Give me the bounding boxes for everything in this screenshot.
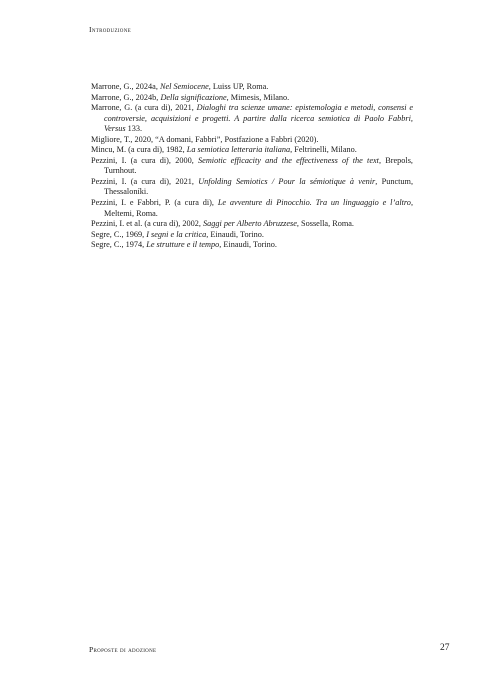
running-head: Introduzione [89, 25, 131, 34]
reference-item: Mincu, M. (a cura di), 1982, La semiotica letteraria italiana, Feltrinelli, Milano. [91, 145, 357, 155]
reference-item: Pezzini, I. (a cura di), 2000, Semiotic efficacity and the effectiveness of the text, Brepols, Turnhout. [91, 155, 413, 176]
reference-title: Dialoghi tra scienze umane: epistemologia e metodi, consensi e controversie, acquisizioni e progetti. A partire dalla ricerca semiotica di Paolo Fabbri, Versus [104, 103, 413, 134]
page-number: 27 [440, 643, 450, 653]
reference-item: Migliore, T., 2020, “A domani, Fabbri”, Postfazione a Fabbri (2020). [91, 134, 319, 144]
reference-title: Le avventure di Pinocchio. Tra un linguaggio e l’altro [217, 198, 411, 208]
reference-title: I segni e la critica [146, 229, 207, 239]
reference-item: Marrone, G., 2024b, Della significazione, Mimesis, Milano. [91, 92, 290, 102]
reference-title: Le strutture e il tempo [146, 240, 220, 250]
reference-title: Unfolding Semiotics / Pour la sémiotique à venir [198, 176, 376, 186]
reference-list [91, 82, 413, 251]
reference-item: Segre, C., 1974, Le strutture e il tempo, Einaudi, Torino. [91, 240, 277, 250]
reference-title: Saggi per Alberto Abruzzese [203, 219, 297, 229]
reference-title: Nel Semiocene [159, 82, 209, 91]
reference-item: Pezzini, I. e Fabbri, P. (a cura di), Le avventure di Pinocchio. Tra un linguaggio e l’altro, Meltemi, Roma. [91, 198, 413, 218]
reference-item: Marrone, G. (a cura di), 2021, Dialoghi tra scienze umane: epistemologia e metodi, consensi e controversie, acquisizioni e progetti. A partire dalla ricerca semiotica di Paolo Fabbri, Versus 133. [91, 103, 413, 134]
reference-item: Pezzini, I. et al. (a cura di), 2002, Saggi per Alberto Abruzzese, Sossella, Roma. [91, 219, 354, 229]
reference-title: Semiotic efficacity and the effectiveness of the text [198, 155, 379, 165]
reference-item: Marrone, G., 2024a, Nel Semiocene, Luiss UP, Roma. [91, 82, 269, 91]
reference-item: Pezzini, I. (a cura di), 2021, Unfolding Semiotics / Pour la sémiotique à venir, Punctum, Thessaloníki. [91, 176, 414, 197]
reference-title: La semiotica letteraria italiana [186, 145, 291, 155]
footer-title: Proposte di adozione [89, 645, 157, 654]
reference-title: Della significazione [160, 92, 227, 102]
reference-item: Segre, C., 1969, I segni e la critica, Einaudi, Torino. [91, 229, 264, 239]
